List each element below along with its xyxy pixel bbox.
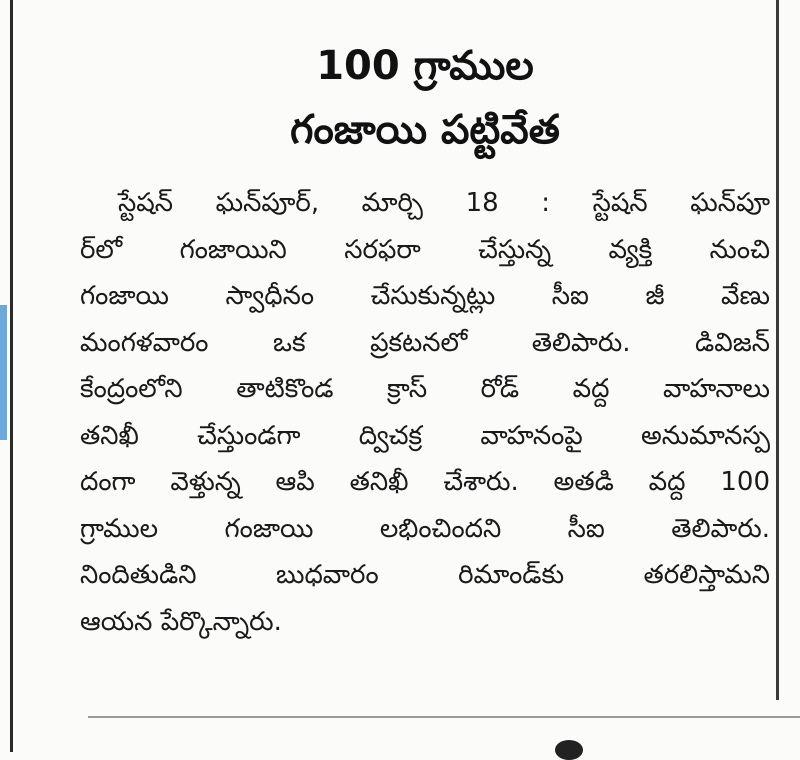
left-column-rule [10,0,13,752]
body-line: కేంద్రంలోని తాటికొండ క్రాస్ రోడ్ వద్ద వాహనాలు [80,374,770,404]
headline-line-2: గంజాయి పట్టివేత [290,107,560,153]
article-body [80,180,770,645]
body-line: దంగా వెళ్తున్న ఆపి తనిఖీ చేశారు. అతడి వద్ద 100 [80,467,770,497]
left-edge-color-strip [0,305,7,440]
right-column-rule [776,0,779,700]
bottom-divider [88,716,800,718]
body-line: ఆయన పేర్కొన్నారు. [80,606,282,637]
headline-line-1: 100 గ్రాముల [316,43,534,89]
body-line: తనిఖీ చేస్తుండగా ద్విచక్ర వాహనంపై అనుమానస్ప [80,420,770,451]
body-line: నిందితుడిని బుధవారం రిమాండ్‌కు తరలిస్తామని [80,560,770,590]
body-line: మంగళవారం ఒక ప్రకటనలో తెలిపారు. డివిజన్ [80,327,770,358]
next-article-glyph-fragment [555,740,583,760]
body-line: గ్రాముల గంజాయి లభించిందని సీఐ తెలిపారు. [80,513,770,544]
body-line: స్టేషన్ ఘన్‌పూర్, మార్చి 18 : స్టేషన్ ఘన్‌పూ [118,188,770,218]
body-line: గంజాయి స్వాధీనం చేసుకున్నట్లు సీఐ జీ వేణు [80,281,770,311]
body-line: ర్‌లో గంజాయిని సరఫరా చేస్తున్న వ్యక్తి నుంచి [80,234,770,265]
